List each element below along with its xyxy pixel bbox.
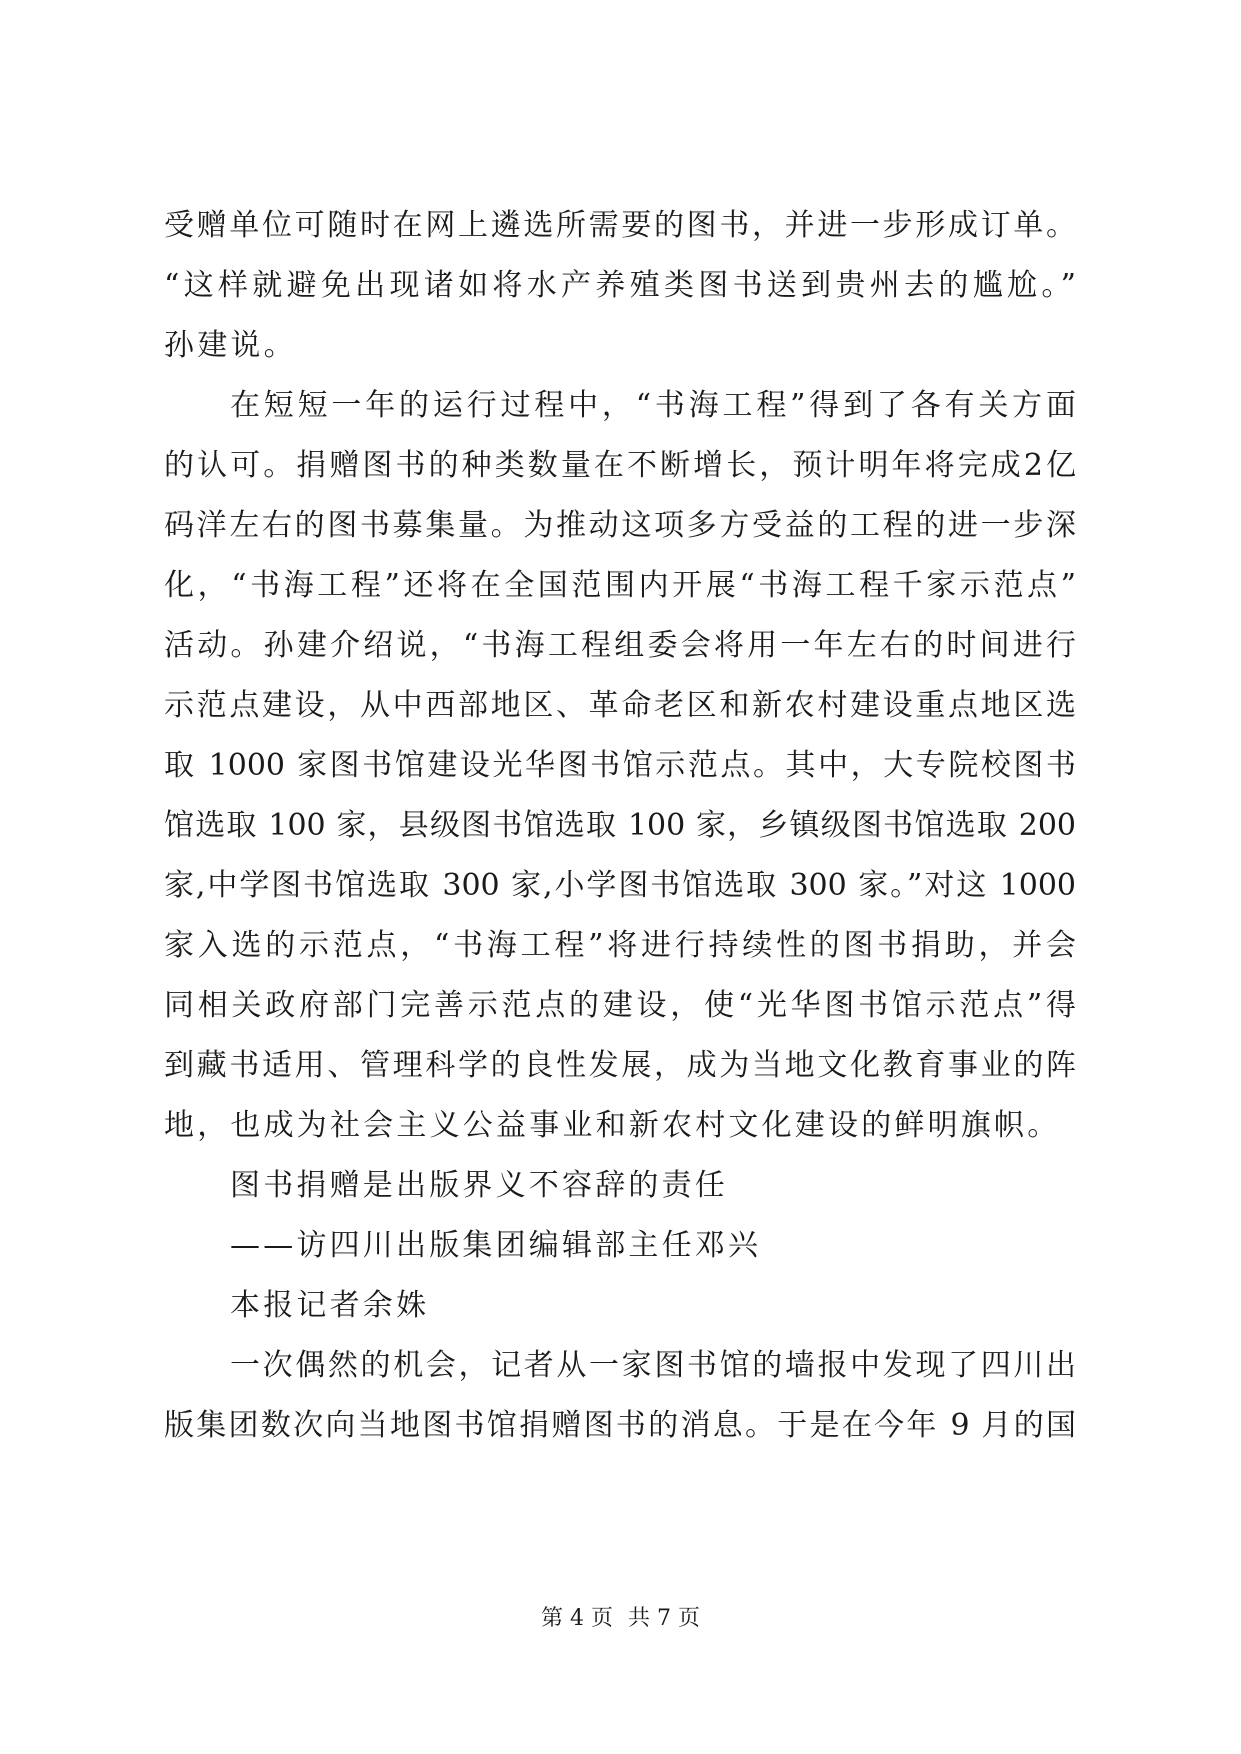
text-line: 取 1000 家图书馆建设光华图书馆示范点。其中，大专院校图书 xyxy=(164,748,1076,783)
text-line: 在短短一年的运行过程中，“书海工程”得到了各有关方面 xyxy=(230,388,1076,423)
text-line: “这样就避免出现诸如将水产养殖类图书送到贵州去的尴尬。” xyxy=(164,268,1076,303)
section-subheading: ——访四川出版集团编辑部主任邓兴 xyxy=(230,1228,762,1263)
page-total: 共 7 页 xyxy=(628,1606,700,1631)
text-line: 码洋左右的图书募集量。为推动这项多方受益的工程的进一步深 xyxy=(164,508,1076,543)
text-line: 化，“书海工程”还将在全国范围内开展“书海工程千家示范点” xyxy=(164,568,1076,603)
text-line: 受赠单位可随时在网上遴选所需要的图书，并进一步形成订单。 xyxy=(164,208,1076,243)
text-line: 地，也成为社会主义公益事业和新农村文化建设的鲜明旗帜。 xyxy=(164,1108,1061,1143)
text-line: 的认可。捐赠图书的种类数量在不断增长，预计明年将完成2亿 xyxy=(164,448,1076,483)
page-number: 第 4 页 xyxy=(541,1606,613,1631)
text-line: 孙建说。 xyxy=(164,328,297,363)
text-line: 家,中学图书馆选取 300 家,小学图书馆选取 300 家。”对这 1000 xyxy=(164,868,1076,903)
text-line: 示范点建设，从中西部地区、革命老区和新农村建设重点地区选 xyxy=(164,688,1076,723)
text-line: 到藏书适用、管理科学的良性发展，成为当地文化教育事业的阵 xyxy=(164,1048,1076,1083)
text-line: 馆选取 100 家，县级图书馆选取 100 家，乡镇级图书馆选取 200 xyxy=(164,808,1076,843)
text-line: 活动。孙建介绍说，“书海工程组委会将用一年左右的时间进行 xyxy=(164,628,1076,663)
text-line: 同相关政府部门完善示范点的建设，使“光华图书馆示范点”得 xyxy=(164,988,1076,1023)
section-heading: 图书捐赠是出版界义不容辞的责任 xyxy=(230,1168,728,1203)
document-body xyxy=(164,196,1076,1456)
text-line: 一次偶然的机会，记者从一家图书馆的墙报中发现了四川出 xyxy=(230,1348,1076,1383)
text-line: 家入选的示范点，“书海工程”将进行持续性的图书捐助，并会 xyxy=(164,928,1076,963)
byline: 本报记者余姝 xyxy=(230,1288,430,1323)
text-line: 版集团数次向当地图书馆捐赠图书的消息。于是在今年 9 月的国 xyxy=(164,1408,1076,1443)
page-footer xyxy=(0,1604,1241,1634)
